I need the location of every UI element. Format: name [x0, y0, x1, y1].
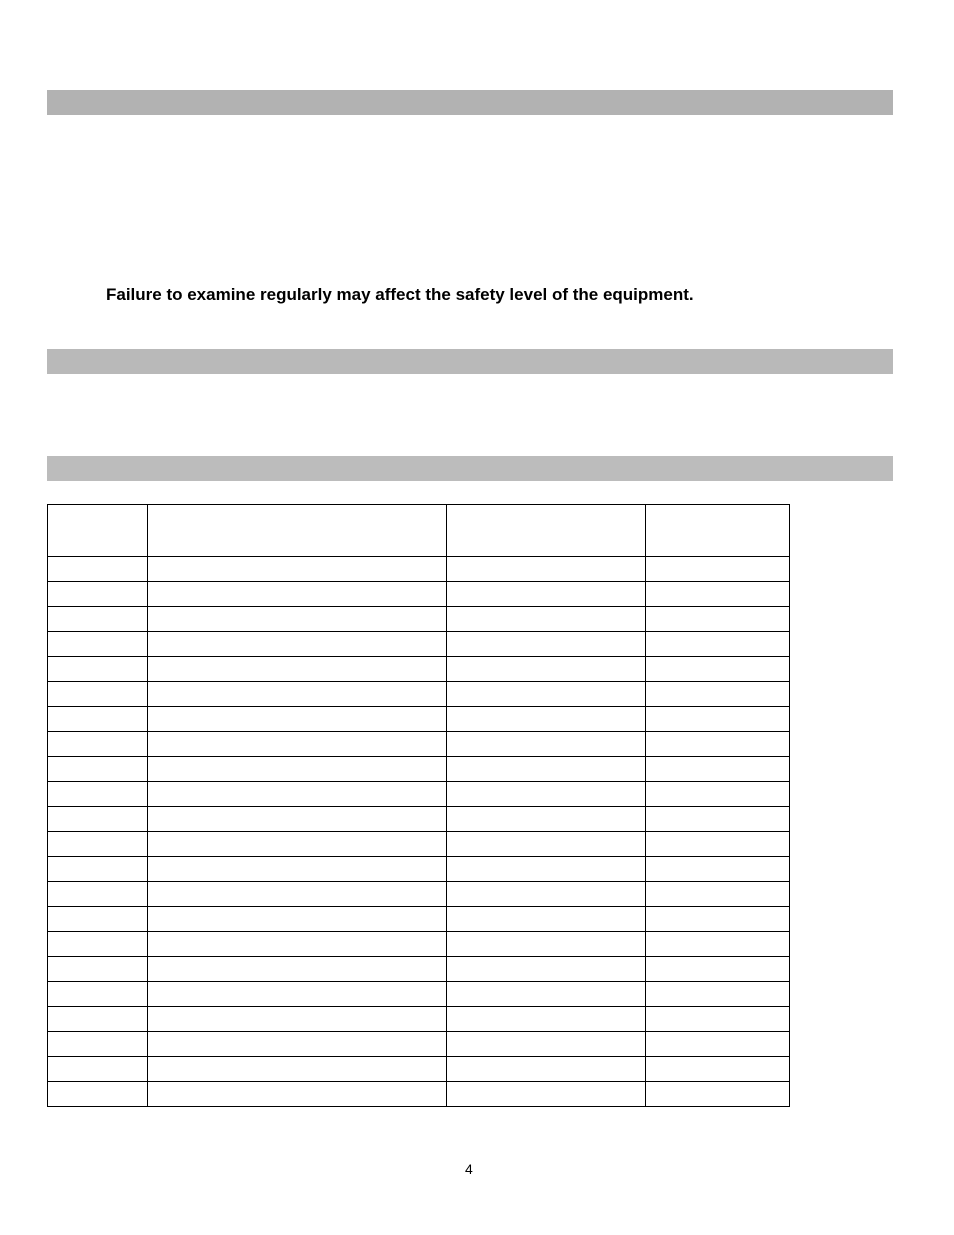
- table-cell: [48, 932, 148, 957]
- table-cell: [48, 1032, 148, 1057]
- table-cell: [148, 932, 446, 957]
- table-cell: [446, 982, 645, 1007]
- table-row: [48, 607, 790, 632]
- table-cell: [645, 557, 789, 582]
- table-header-row: [48, 505, 790, 557]
- table-cell: [148, 657, 446, 682]
- table-cell: [645, 757, 789, 782]
- table-cell: [148, 1057, 446, 1082]
- table-cell: [645, 1082, 789, 1107]
- table-cell: [48, 607, 148, 632]
- table-cell: [645, 707, 789, 732]
- table-cell: [645, 682, 789, 707]
- table-cell: [148, 832, 446, 857]
- table-cell: [48, 1057, 148, 1082]
- table-cell: [446, 907, 645, 932]
- table-cell: [48, 732, 148, 757]
- table-cell: [446, 607, 645, 632]
- table-cell: [48, 582, 148, 607]
- table-cell: [645, 932, 789, 957]
- table-cell: [645, 907, 789, 932]
- table-cell: [645, 782, 789, 807]
- table-row: [48, 1057, 790, 1082]
- table-cell: [148, 732, 446, 757]
- table-cell: [148, 632, 446, 657]
- table-cell: [645, 807, 789, 832]
- table-cell: [148, 707, 446, 732]
- table-cell: [645, 1032, 789, 1057]
- table-row: [48, 1082, 790, 1107]
- table-cell: [645, 882, 789, 907]
- table-cell: [48, 632, 148, 657]
- table-cell: [148, 607, 446, 632]
- table-cell: [645, 1007, 789, 1032]
- table-cell: [48, 1082, 148, 1107]
- table-cell: [446, 632, 645, 657]
- table-row: [48, 832, 790, 857]
- table-cell: [645, 607, 789, 632]
- table-cell: [645, 1057, 789, 1082]
- table-cell: [48, 757, 148, 782]
- section-header-bar: [47, 90, 893, 115]
- table-cell: [446, 957, 645, 982]
- table-cell: [645, 857, 789, 882]
- table-cell: [645, 732, 789, 757]
- table-cell: [48, 957, 148, 982]
- table-header-cell: [48, 505, 148, 557]
- table-cell: [148, 907, 446, 932]
- table-row: [48, 657, 790, 682]
- table-cell: [148, 757, 446, 782]
- table-header-cell: [148, 505, 446, 557]
- table-cell: [48, 857, 148, 882]
- table-row: [48, 757, 790, 782]
- table-row: [48, 807, 790, 832]
- table-cell: [48, 782, 148, 807]
- table-cell: [645, 582, 789, 607]
- table-row: [48, 782, 790, 807]
- table-row: [48, 982, 790, 1007]
- table-cell: [446, 1057, 645, 1082]
- table-row: [48, 1032, 790, 1057]
- table-row: [48, 732, 790, 757]
- table-header-cell: [446, 505, 645, 557]
- table-cell: [148, 957, 446, 982]
- table-cell: [48, 682, 148, 707]
- table-cell: [148, 682, 446, 707]
- table-row: [48, 1007, 790, 1032]
- table-cell: [148, 1032, 446, 1057]
- table-cell: [446, 657, 645, 682]
- table-cell: [446, 857, 645, 882]
- table-row: [48, 632, 790, 657]
- table-cell: [446, 882, 645, 907]
- table-row: [48, 857, 790, 882]
- table-cell: [645, 832, 789, 857]
- table-row: [48, 957, 790, 982]
- table-cell: [148, 1007, 446, 1032]
- table-cell: [645, 632, 789, 657]
- table-cell: [645, 982, 789, 1007]
- table-cell: [645, 957, 789, 982]
- table-cell: [148, 782, 446, 807]
- table-row: [48, 932, 790, 957]
- table-row: [48, 707, 790, 732]
- table-cell: [446, 682, 645, 707]
- table-cell: [446, 557, 645, 582]
- table-cell: [446, 707, 645, 732]
- table-cell: [148, 557, 446, 582]
- table-cell: [446, 932, 645, 957]
- table-cell: [48, 657, 148, 682]
- table-cell: [446, 807, 645, 832]
- safety-warning: Failure to examine regularly may affect the safety level of the equipment.: [106, 285, 694, 304]
- table-body: [48, 557, 790, 1107]
- table-cell: [446, 832, 645, 857]
- table-cell: [148, 1082, 446, 1107]
- table-cell: [446, 732, 645, 757]
- table-cell: [446, 782, 645, 807]
- table-cell: [48, 557, 148, 582]
- page-number: 4: [465, 1161, 473, 1177]
- table-header-cell: [645, 505, 789, 557]
- table-row: [48, 682, 790, 707]
- section-header-bar: [47, 456, 893, 481]
- table-cell: [48, 907, 148, 932]
- table-cell: [48, 832, 148, 857]
- section-header-bar: [47, 349, 893, 374]
- table-cell: [148, 582, 446, 607]
- table-cell: [148, 982, 446, 1007]
- table-row: [48, 882, 790, 907]
- table-cell: [446, 757, 645, 782]
- table-cell: [148, 857, 446, 882]
- table-cell: [48, 1007, 148, 1032]
- table-cell: [148, 807, 446, 832]
- table-row: [48, 907, 790, 932]
- table-cell: [48, 982, 148, 1007]
- table-cell: [446, 1082, 645, 1107]
- table-cell: [446, 582, 645, 607]
- table-cell: [48, 807, 148, 832]
- table-row: [48, 582, 790, 607]
- table-cell: [148, 882, 446, 907]
- table-cell: [48, 707, 148, 732]
- table-cell: [48, 882, 148, 907]
- examination-log-table: [47, 504, 790, 1107]
- table-row: [48, 557, 790, 582]
- table-cell: [446, 1032, 645, 1057]
- table-cell: [446, 1007, 645, 1032]
- table-cell: [645, 657, 789, 682]
